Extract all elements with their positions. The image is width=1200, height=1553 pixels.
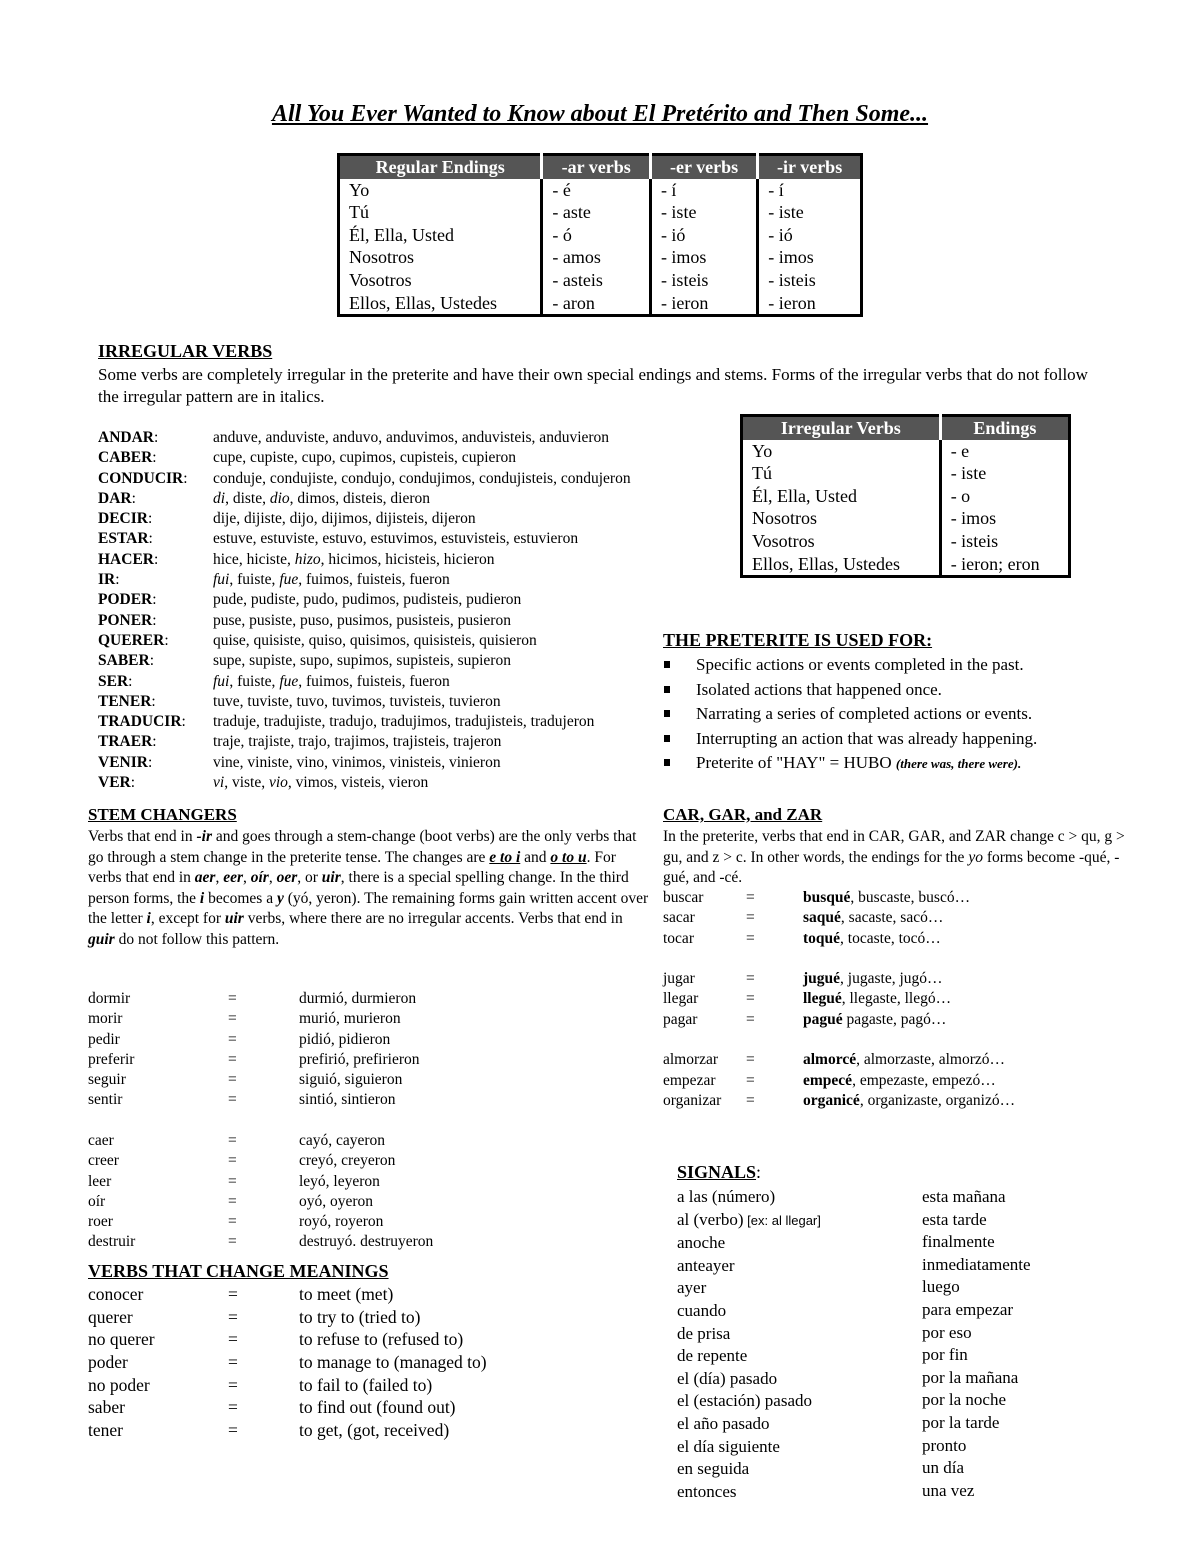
car-gar-zar-row [663, 929, 1183, 949]
car-gar-zar-forms: llegué, llegaste, llegó… [803, 990, 952, 1008]
car-gar-zar-forms: organicé, organizaste, organizó… [803, 1091, 1016, 1109]
regular-endings-row [339, 179, 862, 202]
irregular-verb-name: TRAER: [98, 733, 157, 751]
irregular-verb-forms: vi, viste, vio, vimos, visteis, vieron [213, 774, 429, 792]
stem-changer-row-cell: = [228, 1152, 237, 1170]
stem-changer-row [88, 1232, 648, 1252]
irregular-verb-forms: puse, pusiste, puso, pusimos, pusisteis, pusieron [213, 611, 511, 629]
meaning-row [88, 1329, 648, 1352]
irregular-endings-cell: - e [950, 440, 970, 461]
stem-changer-row-cell: leer [88, 1172, 112, 1190]
regular-endings-row [339, 201, 862, 224]
irregular-verb-forms: traduje, tradujiste, tradujo, tradujimos, tradujisteis, tradujeron [213, 713, 595, 731]
car-gar-zar-equals: = [746, 1010, 755, 1028]
stem-changer-row-cell: sintió, sintieron [299, 1091, 396, 1109]
regular-endings-header-cell: -ir verbs [758, 155, 862, 179]
car-gar-zar-heading: CAR, GAR, and ZAR [663, 805, 823, 824]
irregular-endings-cell: - o [950, 485, 971, 506]
meaning-row-cell: querer [88, 1306, 133, 1327]
meaning-row-cell: to manage to (managed to) [299, 1352, 487, 1373]
irregular-endings-cell: - ieron; eron [950, 553, 1040, 574]
regular-endings-cell: - imos [650, 246, 757, 269]
signal-item: de prisa [677, 1323, 731, 1343]
regular-endings-cell: - isteis [650, 269, 757, 292]
preterite-uses-heading: THE PRETERITE IS USED FOR: [663, 630, 933, 650]
signal-item: al (verbo) [ex: al llegar] [677, 1209, 821, 1229]
irregular-verb-forms: fui, fuiste, fue, fuimos, fuisteis, fueron [213, 571, 450, 589]
irregular-endings-row [742, 440, 1070, 463]
stem-changer-row-cell: = [228, 1010, 237, 1028]
stem-changer-row [88, 1192, 648, 1212]
car-gar-zar-row [663, 908, 1183, 928]
irregular-verb-forms: cupe, cupiste, cupo, cupimos, cupisteis, cupieron [213, 449, 517, 467]
irregular-verb-name: CONDUCIR: [98, 469, 188, 487]
irregular-endings-cell: Yo [742, 440, 941, 463]
irregular-verb-forms: conduje, condujiste, condujo, condujimos, condujisteis, condujeron [213, 469, 631, 487]
stem-changer-row [88, 1030, 648, 1050]
stem-changer-row [88, 1172, 648, 1192]
signal-item: entonces [677, 1481, 737, 1501]
stem-changer-row-cell: cayó, cayeron [299, 1132, 386, 1149]
regular-endings-table [337, 153, 863, 317]
car-gar-zar-examples [663, 888, 1183, 1111]
irregular-verb-row [98, 550, 698, 570]
stem-changer-row-cell: = [228, 990, 237, 1007]
preterite-use-item: Isolated actions that happened once. [660, 678, 1180, 703]
signal-item: el día siguiente [677, 1436, 780, 1456]
regular-endings-cell: - iste [768, 202, 804, 223]
irregular-endings-header-cell: Irregular Verbs [742, 416, 941, 440]
irregular-verb-row [98, 469, 698, 489]
stem-changers-group-y [88, 1131, 648, 1253]
irregular-verb-row [98, 712, 698, 732]
irregular-verb-forms: estuve, estuviste, estuvo, estuvimos, estuvisteis, estuvieron [213, 530, 579, 548]
car-gar-zar-forms: toqué, tocaste, tocó… [803, 929, 941, 947]
stem-changers-paragraph: Verbs that end in -ir and goes through a stem-change (boot verbs) are the only verbs that go through a stem change in the preterite tense. The changes are e to i and o to u. For verbs that end in aer, eer, oír, oer, or uir, there is a special spelling change. In the third person forms, the i becomes a y (yó, yeron). The remaining forms gain written accent over the letter i, except for uir verbs, where there are no irregular accents. Verbs that end in guir do not follow this pattern. [88, 828, 649, 948]
preterite-use-item: Interrupting an action that was already happening. [660, 727, 1180, 752]
stem-changer-row-cell: = [228, 1213, 237, 1231]
regular-endings-row [339, 246, 862, 269]
car-gar-zar-row [663, 1050, 1183, 1070]
car-gar-zar-row [663, 989, 1183, 1009]
regular-endings-cell: - ió [768, 224, 793, 245]
car-gar-zar-equals: = [746, 1091, 755, 1109]
irregular-verb-forms: di, diste, dio, dimos, disteis, dieron [213, 489, 431, 507]
car-gar-zar-verb: organizar [663, 1091, 722, 1109]
irregular-verb-name: TRADUCIR: [98, 713, 186, 731]
preterite-use-item: Narrating a series of completed actions or events. [660, 702, 1180, 727]
spacer [663, 1030, 1183, 1050]
regular-endings-cell: - isteis [768, 269, 816, 290]
meaning-row-cell: = [228, 1352, 238, 1373]
irregular-verb-row [98, 732, 698, 752]
irregular-verb-name: QUERER: [98, 631, 169, 649]
stem-changers-group-ir [88, 989, 648, 1111]
irregular-verb-name: PONER: [98, 611, 157, 629]
stem-changers-heading: STEM CHANGERS [88, 805, 237, 824]
page-title: All You Ever Wanted to Know about El Pretérito and Then Some... [271, 101, 929, 127]
stem-changer-row-cell: dormir [88, 990, 131, 1007]
stem-changer-row-cell: = [228, 1192, 237, 1210]
meaning-row [88, 1352, 648, 1375]
car-gar-zar-paragraph: In the preterite, verbs that end in CAR, GAR, and ZAR change c > qu, g > gu, and z > c. In other words, the endings for the yo forms become -qué, -gué, and -cé. [663, 828, 1125, 886]
signal-item: anteayer [677, 1255, 735, 1275]
car-gar-zar-verb: buscar [663, 889, 704, 906]
stem-changer-row [88, 1090, 648, 1110]
irregular-endings-cell: - iste [950, 463, 987, 484]
car-gar-zar-equals: = [746, 889, 755, 906]
spacer [663, 949, 1183, 969]
stem-changer-row [88, 1151, 648, 1171]
irregular-verb-name: PODER: [98, 591, 157, 609]
irregular-endings-row [742, 462, 1070, 485]
signal-item: a las (número) [677, 1187, 776, 1206]
stem-changer-row [88, 1131, 648, 1151]
meanings-heading: VERBS THAT CHANGE MEANINGS [88, 1261, 389, 1281]
preterite-use-item: Preterite of "HAY" = HUBO (there was, there were). [660, 751, 1180, 777]
irregular-verbs-list [98, 428, 698, 793]
meaning-row [88, 1284, 648, 1307]
irregular-endings-cell: - isteis [950, 530, 999, 551]
irregular-verb-row [98, 773, 698, 793]
irregular-verb-row [98, 489, 698, 509]
irregular-verb-row [98, 529, 698, 549]
signal-item: pronto [922, 1435, 967, 1455]
regular-endings-cell: Nosotros [339, 246, 542, 269]
stem-changer-row-cell: = [228, 1050, 237, 1068]
stem-changer-row-cell: oír [88, 1192, 106, 1210]
regular-endings-cell: - ó [542, 224, 651, 247]
meaning-row-cell: to try to (tried to) [299, 1306, 421, 1327]
regular-endings-cell: Él, Ella, Usted [339, 224, 542, 247]
meaning-row-cell: no querer [88, 1329, 155, 1350]
regular-endings-cell: - ieron [650, 292, 757, 316]
irregular-endings-row [742, 553, 1070, 577]
meaning-row-cell: = [228, 1374, 238, 1395]
signal-item: por eso [922, 1322, 972, 1342]
regular-endings-cell: - ieron [768, 292, 816, 313]
irregular-verbs-heading: IRREGULAR VERBS [98, 341, 273, 361]
stem-changer-row [88, 1050, 648, 1070]
irregular-verb-name: VER: [98, 774, 136, 792]
irregular-verb-row [98, 611, 698, 631]
car-gar-zar-forms: almorcé, almorzaste, almorzó… [803, 1051, 1005, 1069]
regular-endings-cell: - iste [650, 201, 757, 224]
meaning-row-cell: to meet (met) [299, 1284, 394, 1304]
stem-changer-row-cell: = [228, 1030, 237, 1048]
preterite-use-item: Specific actions or events completed in the past. [660, 653, 1180, 678]
irregular-verb-forms: quise, quisiste, quiso, quisimos, quisisteis, quisieron [213, 631, 537, 649]
irregular-verb-row [98, 753, 698, 773]
signal-item: por la tarde [922, 1412, 1000, 1432]
meaning-row [88, 1375, 648, 1398]
irregular-verb-row [98, 631, 698, 651]
irregular-verb-name: CABER: [98, 449, 157, 467]
stem-changer-row [88, 1212, 648, 1232]
irregular-verb-row [98, 570, 698, 590]
meaning-row-cell: = [228, 1397, 238, 1418]
irregular-verb-name: ANDAR: [98, 429, 159, 446]
car-gar-zar-forms: jugué, jugaste, jugó… [803, 970, 943, 988]
car-gar-zar-verb: tocar [663, 929, 694, 947]
irregular-verb-name: IR: [98, 571, 120, 589]
signal-item: anoche [677, 1233, 726, 1253]
signals-column-1 [677, 1186, 821, 1503]
regular-endings-cell: Ellos, Ellas, Ustedes [339, 292, 542, 316]
irregular-verb-forms: hice, hiciste, hizo, hicimos, hicisteis, hicieron [213, 550, 495, 568]
car-gar-zar-forms: saqué, sacaste, sacó… [803, 909, 944, 927]
car-gar-zar-forms: pagué pagaste, pagó… [803, 1010, 947, 1028]
irregular-verb-row [98, 651, 698, 671]
irregular-endings-row [742, 485, 1070, 508]
meaning-row-cell: = [228, 1306, 238, 1327]
signal-item: de repente [677, 1346, 748, 1366]
signal-item: un día [922, 1458, 965, 1478]
stem-changer-row-cell: = [228, 1132, 237, 1149]
irregular-endings-cell: Ellos, Ellas, Ustedes [742, 553, 941, 577]
meaning-row-cell: to fail to (failed to) [299, 1374, 433, 1395]
car-gar-zar-equals: = [746, 929, 755, 947]
meanings-list [88, 1284, 648, 1443]
stem-changer-row-cell: morir [88, 1010, 123, 1028]
regular-endings-header-cell: -er verbs [650, 155, 757, 179]
car-gar-zar-equals: = [746, 1051, 755, 1069]
irregular-endings-header-cell: Endings [940, 416, 1069, 440]
irregular-verb-forms: fui, fuiste, fue, fuimos, fuisteis, fueron [213, 672, 450, 690]
irregular-verb-name: DAR: [98, 489, 136, 507]
irregular-verb-row [98, 590, 698, 610]
regular-endings-header-cell: Regular Endings [339, 155, 542, 179]
regular-endings-cell: - aron [542, 292, 651, 316]
car-gar-zar-verb: llegar [663, 990, 699, 1008]
stem-changer-row-cell: caer [88, 1132, 114, 1149]
stem-changer-row-cell: pedir [88, 1030, 120, 1048]
stem-changer-row-cell: = [228, 1091, 237, 1109]
signal-item: el (día) pasado [677, 1368, 778, 1388]
car-gar-zar-row [663, 888, 1183, 908]
meaning-row-cell: = [228, 1329, 238, 1350]
irregular-verb-row [98, 428, 698, 448]
irregular-verb-forms: tuve, tuviste, tuvo, tuvimos, tuvisteis, tuvieron [213, 692, 501, 710]
car-gar-zar-row [663, 1071, 1183, 1091]
regular-endings-cell: - é [542, 179, 651, 202]
car-gar-zar-equals: = [746, 970, 755, 988]
signal-item: inmediatamente [922, 1254, 1031, 1274]
meaning-row [88, 1397, 648, 1420]
stem-changer-row [88, 989, 648, 1009]
irregular-verb-name: SABER: [98, 652, 154, 670]
regular-endings-cell: - í [768, 179, 784, 200]
irregular-verbs-intro: Some verbs are completely irregular in the preterite and have their own special endings and stems. Forms of the irregular verbs that do not follow the irregular pattern are in italics. [98, 365, 1088, 406]
stem-changer-row-cell: destruyó. destruyeron [299, 1233, 434, 1251]
regular-endings-row [339, 292, 862, 316]
meaning-row-cell: = [228, 1420, 238, 1441]
signal-item: esta tarde [922, 1209, 987, 1229]
stem-changer-row-cell: siguió, siguieron [299, 1071, 403, 1089]
irregular-verb-forms: traje, trajiste, trajo, trajimos, trajisteis, trajeron [213, 733, 502, 751]
signal-item: finalmente [922, 1232, 995, 1252]
irregular-verb-row [98, 692, 698, 712]
irregular-verb-row [98, 448, 698, 468]
signal-item: ayer [677, 1278, 707, 1298]
signal-item: por la mañana [922, 1367, 1019, 1387]
irregular-verb-forms: supe, supiste, supo, supimos, supisteis, supieron [213, 652, 511, 670]
signal-item: por fin [922, 1345, 968, 1365]
irregular-verb-name: ESTAR: [98, 530, 153, 548]
irregular-endings-cell: Vosotros [742, 530, 941, 553]
stem-changer-row-cell: pidió, pidieron [299, 1030, 391, 1048]
stem-changer-row-cell: oyó, oyeron [299, 1192, 374, 1210]
regular-endings-cell: - aste [542, 201, 651, 224]
stem-changer-row-cell: durmió, durmieron [299, 990, 417, 1007]
meaning-row-cell: saber [88, 1397, 125, 1418]
irregular-endings-table [740, 414, 1071, 578]
regular-endings-row [339, 224, 862, 247]
stem-changer-row-cell: destruir [88, 1233, 136, 1251]
stem-changer-row-cell: royó, royeron [299, 1213, 384, 1231]
stem-changer-row-cell: sentir [88, 1091, 123, 1109]
car-gar-zar-equals: = [746, 909, 755, 927]
signal-item: por la noche [922, 1390, 1007, 1410]
car-gar-zar-row [663, 1010, 1183, 1030]
irregular-endings-cell: Él, Ella, Usted [742, 485, 941, 508]
stem-changer-row-cell: = [228, 1172, 237, 1190]
meaning-row [88, 1420, 648, 1443]
regular-endings-header-cell: -ar verbs [542, 155, 651, 179]
meaning-row-cell: conocer [88, 1284, 144, 1304]
irregular-verb-name: TENER: [98, 692, 156, 710]
meaning-row-cell: poder [88, 1352, 128, 1373]
irregular-verb-name: DECIR: [98, 510, 153, 528]
car-gar-zar-verb: almorzar [663, 1051, 719, 1069]
meaning-row-cell: to refuse to (refused to) [299, 1329, 464, 1350]
signal-item: una vez [922, 1480, 975, 1500]
irregular-verb-forms: vine, viniste, vino, vinimos, vinisteis, vinieron [213, 753, 501, 771]
stem-changer-row-cell: seguir [88, 1071, 126, 1089]
signal-item: esta mañana [922, 1187, 1006, 1206]
signal-item: para empezar [922, 1299, 1014, 1319]
irregular-verb-forms: dije, dijiste, dijo, dijimos, dijisteis, dijeron [213, 510, 476, 528]
stem-changer-row-cell: murió, murieron [299, 1010, 401, 1028]
stem-changer-row-cell: creer [88, 1152, 119, 1170]
irregular-verb-forms: anduve, anduviste, anduvo, anduvimos, anduvisteis, anduvieron [213, 429, 610, 446]
regular-endings-cell: - amos [542, 246, 651, 269]
car-gar-zar-verb: jugar [663, 970, 695, 988]
signals-column-2 [922, 1186, 1031, 1502]
irregular-endings-row [742, 530, 1070, 553]
car-gar-zar-equals: = [746, 990, 755, 1008]
car-gar-zar-forms: empecé, empezaste, empezó… [803, 1071, 996, 1089]
car-gar-zar-verb: empezar [663, 1071, 716, 1089]
irregular-verb-name: HACER: [98, 550, 159, 568]
stem-changer-row-cell: creyó, creyeron [299, 1152, 396, 1170]
regular-endings-cell: - imos [768, 247, 814, 268]
regular-endings-row [339, 269, 862, 292]
meaning-row-cell: no poder [88, 1374, 150, 1395]
stem-changer-row-cell: roer [88, 1213, 113, 1231]
preterite-uses-list [660, 653, 1180, 777]
stem-changer-row [88, 1070, 648, 1090]
signal-item: luego [922, 1277, 960, 1297]
signals-heading: SIGNALS: [677, 1162, 762, 1182]
regular-endings-cell: Vosotros [339, 269, 542, 292]
signal-item: en seguida [677, 1459, 750, 1479]
meaning-row [88, 1307, 648, 1330]
stem-changer-row-cell: leyó, leyeron [299, 1172, 380, 1190]
regular-endings-cell: Yo [339, 179, 542, 202]
signal-item: el (estación) pasado [677, 1391, 812, 1411]
stem-changer-row-cell: = [228, 1233, 237, 1251]
regular-endings-cell: - asteis [542, 269, 651, 292]
car-gar-zar-row [663, 969, 1183, 989]
stem-changer-row-cell: prefirió, prefirieron [299, 1050, 420, 1068]
irregular-verb-name: SER: [98, 672, 133, 690]
stem-changer-row [88, 1009, 648, 1029]
irregular-verb-name: VENIR: [98, 753, 153, 771]
regular-endings-cell: - ió [650, 224, 757, 247]
irregular-endings-row [742, 507, 1070, 530]
irregular-endings-cell: Nosotros [742, 507, 941, 530]
car-gar-zar-verb: sacar [663, 909, 695, 927]
car-gar-zar-verb: pagar [663, 1010, 698, 1028]
meaning-row-cell: = [228, 1284, 238, 1304]
regular-endings-cell: - í [650, 179, 757, 202]
signal-item: cuando [677, 1300, 727, 1320]
irregular-verb-row [98, 672, 698, 692]
meaning-row-cell: to find out (found out) [299, 1397, 456, 1418]
car-gar-zar-row [663, 1091, 1183, 1111]
irregular-verb-forms: pude, pudiste, pudo, pudimos, pudisteis, pudieron [213, 591, 522, 609]
signal-item: el año pasado [677, 1413, 770, 1433]
irregular-endings-cell: Tú [742, 462, 941, 485]
irregular-verb-row [98, 509, 698, 529]
car-gar-zar-equals: = [746, 1071, 755, 1089]
meaning-row-cell: to get, (got, received) [299, 1420, 450, 1441]
stem-changer-row-cell: preferir [88, 1050, 135, 1068]
irregular-endings-cell: - imos [950, 508, 997, 529]
meaning-row-cell: tener [88, 1420, 123, 1441]
car-gar-zar-forms: busqué, buscaste, buscó… [803, 889, 971, 906]
regular-endings-cell: Tú [339, 201, 542, 224]
stem-changer-row-cell: = [228, 1071, 237, 1089]
